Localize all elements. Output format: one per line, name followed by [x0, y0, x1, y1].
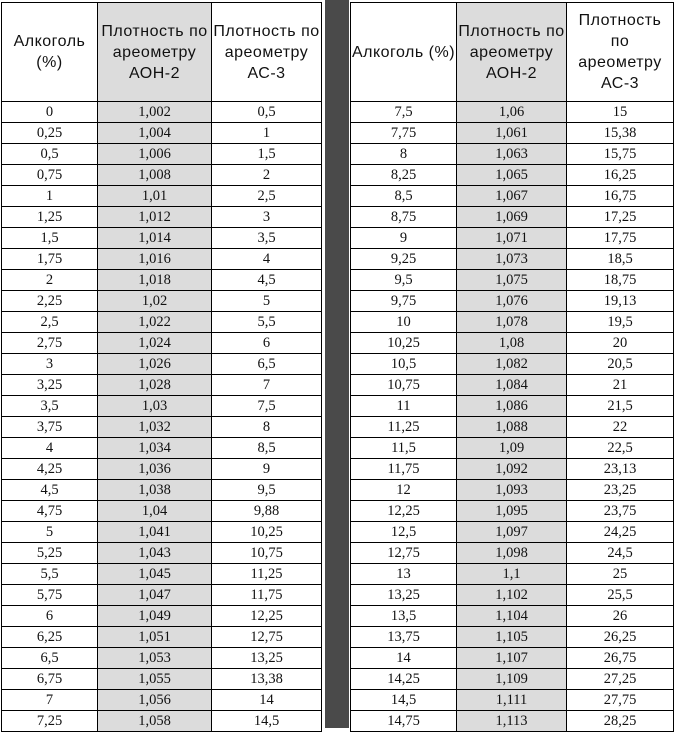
cell-aon2: 1,02 [98, 291, 212, 312]
cell-as3: 28,25 [567, 711, 674, 732]
cell-alcohol: 9,25 [351, 249, 457, 270]
cell-as3: 5,5 [212, 312, 322, 333]
table-row [351, 333, 674, 354]
cell-alcohol: 8,25 [351, 165, 457, 186]
cell-aon2: 1,01 [98, 186, 212, 207]
cell-alcohol: 13,5 [351, 606, 457, 627]
cell-alcohol: 12 [351, 480, 457, 501]
table-row [2, 543, 322, 564]
table-row [351, 228, 674, 249]
cell-aon2: 1,075 [457, 270, 567, 291]
cell-as3: 22,5 [567, 438, 674, 459]
table-row [2, 459, 322, 480]
table-body-right [351, 102, 674, 732]
cell-alcohol: 8 [351, 144, 457, 165]
cell-alcohol: 11,5 [351, 438, 457, 459]
cell-as3: 11,75 [212, 585, 322, 606]
cell-aon2: 1,063 [457, 144, 567, 165]
header-as3: Плотность по ареометру АС-3 [567, 3, 674, 102]
cell-aon2: 1,028 [98, 375, 212, 396]
table-row [2, 585, 322, 606]
table-row [351, 648, 674, 669]
cell-aon2: 1,03 [98, 396, 212, 417]
cell-alcohol: 12,25 [351, 501, 457, 522]
cell-aon2: 1,071 [457, 228, 567, 249]
cell-alcohol: 5,25 [2, 543, 98, 564]
cell-aon2: 1,069 [457, 207, 567, 228]
cell-as3: 7,5 [212, 396, 322, 417]
table-row [2, 396, 322, 417]
table-row [351, 417, 674, 438]
table-row [2, 648, 322, 669]
cell-as3: 14,5 [212, 711, 322, 732]
cell-alcohol: 2,25 [2, 291, 98, 312]
header-row [2, 3, 322, 102]
cell-alcohol: 0,5 [2, 144, 98, 165]
table-row [2, 249, 322, 270]
cell-alcohol: 14,25 [351, 669, 457, 690]
cell-as3: 0,5 [212, 102, 322, 123]
cell-as3: 27,75 [567, 690, 674, 711]
cell-as3: 18,75 [567, 270, 674, 291]
cell-aon2: 1,107 [457, 648, 567, 669]
table-row [351, 165, 674, 186]
cell-as3: 2,5 [212, 186, 322, 207]
cell-aon2: 1,082 [457, 354, 567, 375]
cell-as3: 3,5 [212, 228, 322, 249]
cell-as3: 12,25 [212, 606, 322, 627]
cell-alcohol: 6,75 [2, 669, 98, 690]
cell-aon2: 1,022 [98, 312, 212, 333]
cell-as3: 26,25 [567, 627, 674, 648]
cell-alcohol: 9,75 [351, 291, 457, 312]
cell-aon2: 1,111 [457, 690, 567, 711]
table-row [351, 270, 674, 291]
cell-as3: 9 [212, 459, 322, 480]
cell-alcohol: 7,75 [351, 123, 457, 144]
header-aon2: Плотность по ареометру АОН-2 [98, 3, 212, 102]
cell-aon2: 1,067 [457, 186, 567, 207]
cell-aon2: 1,113 [457, 711, 567, 732]
cell-as3: 15,38 [567, 123, 674, 144]
cell-alcohol: 13,75 [351, 627, 457, 648]
cell-alcohol: 5,5 [2, 564, 98, 585]
cell-alcohol: 5,75 [2, 585, 98, 606]
cell-aon2: 1,065 [457, 165, 567, 186]
cell-alcohol: 14,5 [351, 690, 457, 711]
table-row [351, 564, 674, 585]
table-row [2, 144, 322, 165]
table-row [351, 669, 674, 690]
cell-aon2: 1,008 [98, 165, 212, 186]
cell-alcohol: 5 [2, 522, 98, 543]
cell-alcohol: 12,5 [351, 522, 457, 543]
cell-alcohol: 3 [2, 354, 98, 375]
table-row [351, 207, 674, 228]
table-row [2, 165, 322, 186]
cell-as3: 17,25 [567, 207, 674, 228]
cell-aon2: 1,097 [457, 522, 567, 543]
cell-alcohol: 1,5 [2, 228, 98, 249]
divider-band [325, 0, 349, 728]
cell-alcohol: 6 [2, 606, 98, 627]
cell-as3: 17,75 [567, 228, 674, 249]
table-row [2, 522, 322, 543]
cell-alcohol: 4,5 [2, 480, 98, 501]
cell-as3: 11,25 [212, 564, 322, 585]
table-row [2, 690, 322, 711]
cell-alcohol: 9 [351, 228, 457, 249]
cell-alcohol: 7 [2, 690, 98, 711]
cell-aon2: 1,018 [98, 270, 212, 291]
cell-alcohol: 13 [351, 564, 457, 585]
cell-aon2: 1,055 [98, 669, 212, 690]
cell-as3: 25,5 [567, 585, 674, 606]
cell-aon2: 1,034 [98, 438, 212, 459]
cell-as3: 9,5 [212, 480, 322, 501]
cell-aon2: 1,1 [457, 564, 567, 585]
cell-as3: 3 [212, 207, 322, 228]
cell-aon2: 1,102 [457, 585, 567, 606]
cell-aon2: 1,056 [98, 690, 212, 711]
table-row [2, 207, 322, 228]
cell-aon2: 1,053 [98, 648, 212, 669]
cell-aon2: 1,109 [457, 669, 567, 690]
cell-alcohol: 4,75 [2, 501, 98, 522]
table-row [351, 396, 674, 417]
cell-alcohol: 12,75 [351, 543, 457, 564]
cell-alcohol: 2 [2, 270, 98, 291]
cell-as3: 7 [212, 375, 322, 396]
cell-alcohol: 1,25 [2, 207, 98, 228]
cell-alcohol: 6,25 [2, 627, 98, 648]
cell-aon2: 1,045 [98, 564, 212, 585]
cell-aon2: 1,06 [457, 102, 567, 123]
cell-as3: 19,13 [567, 291, 674, 312]
cell-alcohol: 1,75 [2, 249, 98, 270]
cell-aon2: 1,061 [457, 123, 567, 144]
table-row [2, 186, 322, 207]
cell-aon2: 1,004 [98, 123, 212, 144]
cell-as3: 18,5 [567, 249, 674, 270]
table-row [2, 228, 322, 249]
table-row [351, 144, 674, 165]
cell-as3: 13,25 [212, 648, 322, 669]
cell-alcohol: 8,75 [351, 207, 457, 228]
cell-aon2: 1,084 [457, 375, 567, 396]
cell-alcohol: 10 [351, 312, 457, 333]
table-row [2, 669, 322, 690]
cell-alcohol: 7,25 [2, 711, 98, 732]
cell-as3: 4,5 [212, 270, 322, 291]
cell-as3: 13,38 [212, 669, 322, 690]
cell-as3: 15 [567, 102, 674, 123]
cell-alcohol: 6,5 [2, 648, 98, 669]
cell-as3: 2 [212, 165, 322, 186]
cell-alcohol: 14 [351, 648, 457, 669]
cell-aon2: 1,086 [457, 396, 567, 417]
cell-aon2: 1,078 [457, 312, 567, 333]
cell-as3: 23,75 [567, 501, 674, 522]
cell-alcohol: 1 [2, 186, 98, 207]
cell-aon2: 1,047 [98, 585, 212, 606]
cell-as3: 6 [212, 333, 322, 354]
cell-alcohol: 7,5 [351, 102, 457, 123]
cell-aon2: 1,098 [457, 543, 567, 564]
cell-as3: 4 [212, 249, 322, 270]
cell-aon2: 1,041 [98, 522, 212, 543]
cell-alcohol: 0,75 [2, 165, 98, 186]
cell-alcohol: 10,5 [351, 354, 457, 375]
cell-aon2: 1,073 [457, 249, 567, 270]
table-row [351, 102, 674, 123]
cell-as3: 14 [212, 690, 322, 711]
table-row [2, 375, 322, 396]
cell-aon2: 1,002 [98, 102, 212, 123]
cell-aon2: 1,006 [98, 144, 212, 165]
cell-as3: 23,13 [567, 459, 674, 480]
header-row [351, 3, 674, 102]
cell-alcohol: 14,75 [351, 711, 457, 732]
cell-aon2: 1,093 [457, 480, 567, 501]
cell-aon2: 1,058 [98, 711, 212, 732]
cell-as3: 12,75 [212, 627, 322, 648]
cell-alcohol: 11,75 [351, 459, 457, 480]
cell-aon2: 1,076 [457, 291, 567, 312]
cell-aon2: 1,024 [98, 333, 212, 354]
cell-alcohol: 2,5 [2, 312, 98, 333]
header-alcohol: Алкоголь (%) [2, 3, 98, 102]
cell-as3: 16,75 [567, 186, 674, 207]
cell-alcohol: 0,25 [2, 123, 98, 144]
table-row [351, 606, 674, 627]
table-row [351, 690, 674, 711]
cell-as3: 24,5 [567, 543, 674, 564]
cell-alcohol: 10,25 [351, 333, 457, 354]
cell-as3: 8,5 [212, 438, 322, 459]
cell-as3: 25 [567, 564, 674, 585]
table-row [2, 438, 322, 459]
table-row [2, 501, 322, 522]
cell-aon2: 1,049 [98, 606, 212, 627]
cell-as3: 22 [567, 417, 674, 438]
cell-alcohol: 11 [351, 396, 457, 417]
table-row [351, 501, 674, 522]
cell-alcohol: 13,25 [351, 585, 457, 606]
table-row [2, 312, 322, 333]
table-row [2, 606, 322, 627]
cell-aon2: 1,038 [98, 480, 212, 501]
cell-alcohol: 0 [2, 102, 98, 123]
table-row [351, 627, 674, 648]
table-row [2, 711, 322, 732]
cell-aon2: 1,051 [98, 627, 212, 648]
header-aon2: Плотность по ареометру АОН-2 [457, 3, 567, 102]
table-row [2, 564, 322, 585]
cell-aon2: 1,04 [98, 501, 212, 522]
table-row [2, 333, 322, 354]
table-row [351, 291, 674, 312]
header-as3: Плотность по ареометру АС-3 [212, 3, 322, 102]
cell-as3: 26,75 [567, 648, 674, 669]
cell-as3: 5 [212, 291, 322, 312]
cell-as3: 10,75 [212, 543, 322, 564]
table-row [351, 438, 674, 459]
table-body-left [2, 102, 322, 732]
cell-alcohol: 11,25 [351, 417, 457, 438]
table-left [1, 2, 322, 732]
cell-as3: 8 [212, 417, 322, 438]
cell-alcohol: 3,5 [2, 396, 98, 417]
cell-as3: 6,5 [212, 354, 322, 375]
cell-alcohol: 10,75 [351, 375, 457, 396]
cell-as3: 9,88 [212, 501, 322, 522]
cell-aon2: 1,032 [98, 417, 212, 438]
cell-as3: 21 [567, 375, 674, 396]
cell-as3: 16,25 [567, 165, 674, 186]
table-row [2, 354, 322, 375]
cell-alcohol: 3,75 [2, 417, 98, 438]
table-row [351, 585, 674, 606]
cell-as3: 24,25 [567, 522, 674, 543]
table-row [2, 480, 322, 501]
cell-aon2: 1,09 [457, 438, 567, 459]
cell-aon2: 1,104 [457, 606, 567, 627]
table-row [351, 123, 674, 144]
cell-as3: 27,25 [567, 669, 674, 690]
cell-alcohol: 8,5 [351, 186, 457, 207]
table-row [351, 312, 674, 333]
cell-aon2: 1,014 [98, 228, 212, 249]
cell-aon2: 1,088 [457, 417, 567, 438]
table-right [350, 2, 674, 732]
cell-alcohol: 2,75 [2, 333, 98, 354]
cell-aon2: 1,012 [98, 207, 212, 228]
cell-alcohol: 4,25 [2, 459, 98, 480]
cell-aon2: 1,105 [457, 627, 567, 648]
cell-as3: 1 [212, 123, 322, 144]
table-row [351, 459, 674, 480]
table-row [2, 417, 322, 438]
cell-alcohol: 3,25 [2, 375, 98, 396]
table-row [351, 543, 674, 564]
cell-as3: 10,25 [212, 522, 322, 543]
table-row [351, 186, 674, 207]
table-row [351, 480, 674, 501]
table-row [351, 522, 674, 543]
cell-aon2: 1,043 [98, 543, 212, 564]
table-row [2, 270, 322, 291]
cell-aon2: 1,016 [98, 249, 212, 270]
cell-as3: 26 [567, 606, 674, 627]
cell-alcohol: 4 [2, 438, 98, 459]
cell-aon2: 1,08 [457, 333, 567, 354]
cell-as3: 23,25 [567, 480, 674, 501]
table-row [2, 627, 322, 648]
cell-aon2: 1,092 [457, 459, 567, 480]
cell-as3: 21,5 [567, 396, 674, 417]
header-alcohol: Алкоголь (%) [351, 3, 457, 102]
cell-as3: 15,75 [567, 144, 674, 165]
cell-aon2: 1,026 [98, 354, 212, 375]
cell-as3: 1,5 [212, 144, 322, 165]
cell-aon2: 1,036 [98, 459, 212, 480]
cell-as3: 19,5 [567, 312, 674, 333]
table-row [2, 291, 322, 312]
table-row [351, 711, 674, 732]
cell-as3: 20,5 [567, 354, 674, 375]
cell-aon2: 1,095 [457, 501, 567, 522]
table-row [351, 375, 674, 396]
table-row [2, 102, 322, 123]
table-row [351, 354, 674, 375]
table-row [351, 249, 674, 270]
cell-as3: 20 [567, 333, 674, 354]
cell-alcohol: 9,5 [351, 270, 457, 291]
table-row [2, 123, 322, 144]
